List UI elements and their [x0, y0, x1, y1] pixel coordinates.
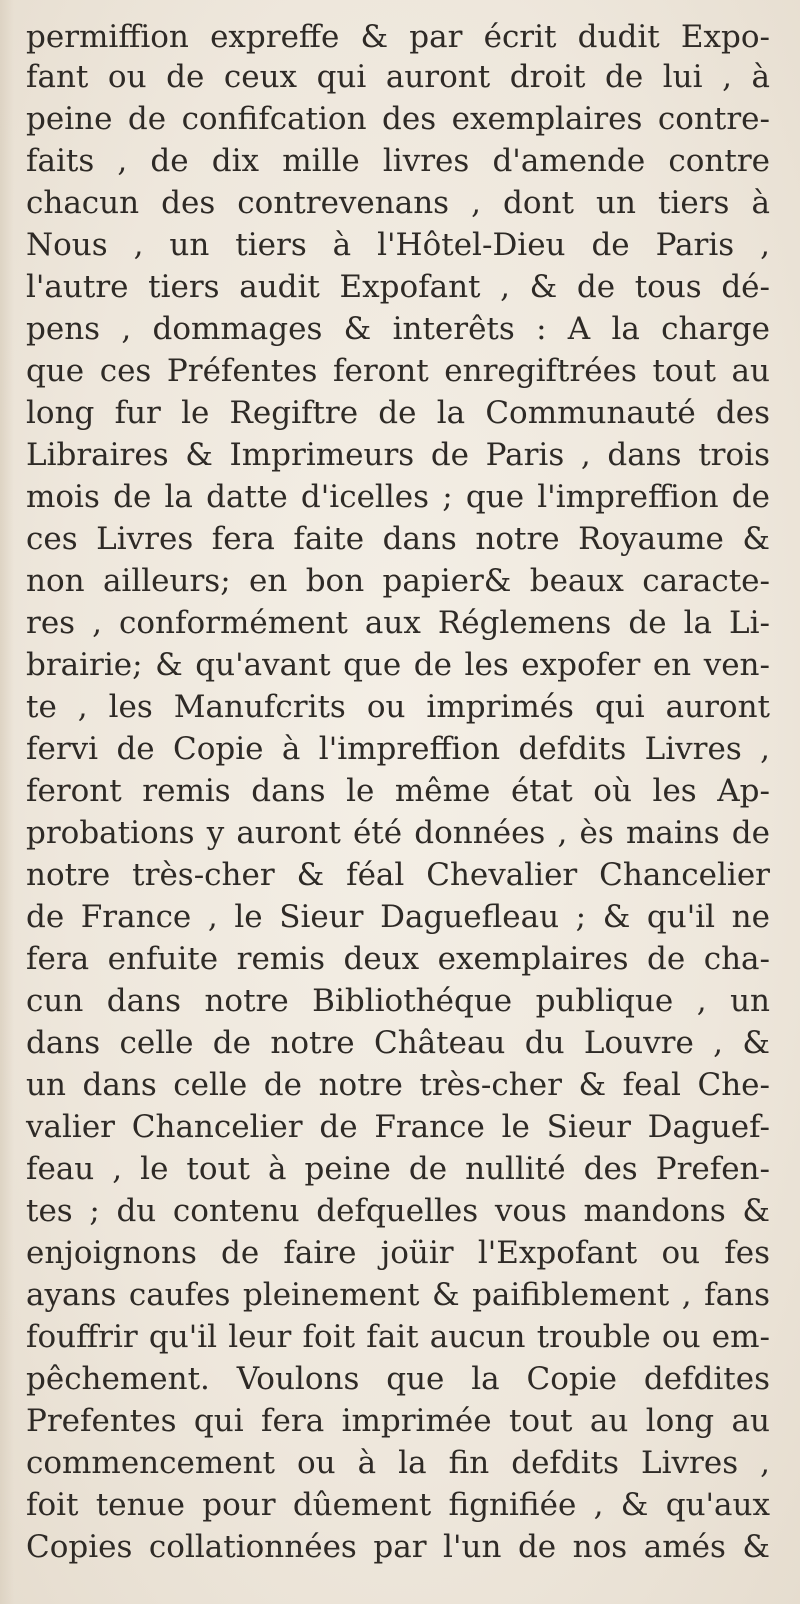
text-line-3: peine de confifcation des exemplaires contre-	[26, 101, 770, 137]
text-line-27: valier Chancelier de France le Sieur Daguef-	[26, 1109, 770, 1145]
text-line-32: fouffrir qu'il leur foit fait aucun trouble ou em-	[26, 1319, 770, 1355]
text-line-29: tes ; du contenu defquelles vous mandons &	[26, 1193, 770, 1229]
text-line-5: chacun des contrevenans , dont un tiers à	[26, 185, 770, 221]
text-line-24: cun dans notre Bibliothéque publique , un	[26, 983, 770, 1019]
text-line-25: dans celle de notre Château du Louvre , &	[26, 1025, 770, 1061]
page-gutter-shadow	[0, 0, 14, 1604]
text-line-18: fervi de Copie à l'impreffion defdits Livres ,	[26, 731, 770, 767]
text-line-37: Copies collationnées par l'un de nos amés &	[26, 1529, 770, 1565]
text-line-16: brairie; & qu'avant que de les expofer en ven-	[26, 647, 770, 683]
text-line-14: non ailleurs; en bon papier& beaux caracte-	[26, 563, 770, 599]
text-line-31: ayans caufes pleinement & paifiblement , fans	[26, 1277, 770, 1313]
text-line-30: enjoignons de faire joüir l'Expofant ou fes	[26, 1235, 770, 1271]
text-line-2: fant ou de ceux qui auront droit de lui , à	[26, 59, 770, 95]
text-line-17: te , les Manufcrits ou imprimés qui auront	[26, 689, 770, 725]
text-line-6: Nous , un tiers à l'Hôtel-Dieu de Paris ,	[26, 227, 770, 263]
text-line-7: l'autre tiers audit Expofant , & de tous dé-	[26, 269, 770, 305]
text-line-34: Prefentes qui fera imprimée tout au long au	[26, 1403, 770, 1439]
text-line-19: feront remis dans le même état où les Ap-	[26, 773, 770, 809]
text-line-10: long fur le Regiftre de la Communauté des	[26, 395, 770, 431]
text-line-28: feau , le tout à peine de nullité des Prefen-	[26, 1151, 770, 1187]
text-line-23: fera enfuite remis deux exemplaires de cha-	[26, 941, 770, 977]
text-line-8: pens , dommages & interêts : A la charge	[26, 311, 770, 347]
text-line-35: commencement ou à la fin defdits Livres ,	[26, 1445, 770, 1481]
text-line-26: un dans celle de notre très-cher & feal Che-	[26, 1067, 770, 1103]
text-line-22: de France , le Sieur Daguefleau ; & qu'il ne	[26, 899, 770, 935]
text-line-33: pêchement. Voulons que la Copie defdites	[26, 1361, 770, 1397]
text-line-1: permiffion expreffe & par écrit dudit Expo-	[26, 19, 770, 55]
text-line-15: res , conformément aux Réglemens de la Li-	[26, 605, 770, 641]
text-line-9: que ces Préfentes feront enregiftrées tout au	[26, 353, 770, 389]
text-line-20: probations y auront été données , ès mains de	[26, 815, 770, 851]
text-line-12: mois de la datte d'icelles ; que l'impreffion de	[26, 479, 770, 515]
text-line-13: ces Livres fera faite dans notre Royaume &	[26, 521, 770, 557]
text-line-11: Libraires & Imprimeurs de Paris , dans trois	[26, 437, 770, 473]
text-line-4: faits , de dix mille livres d'amende contre	[26, 143, 770, 179]
text-line-21: notre très-cher & féal Chevalier Chancelier	[26, 857, 770, 893]
text-line-36: foit tenue pour dûement fignifiée , & qu'aux	[26, 1487, 770, 1523]
